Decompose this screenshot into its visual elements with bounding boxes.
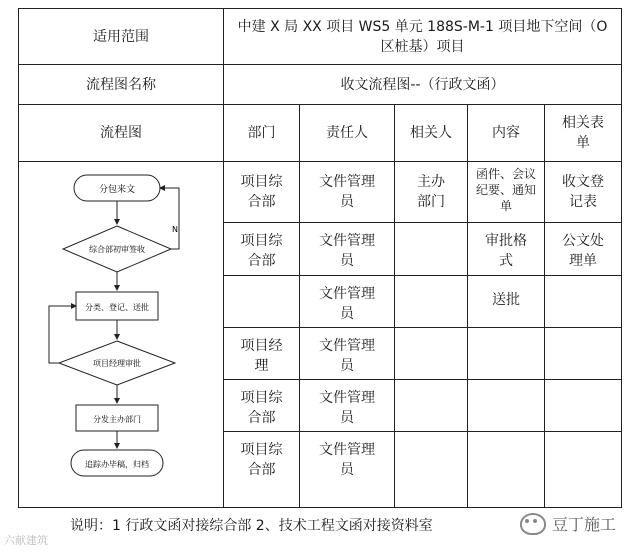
col-forms: 相关表单 — [562, 115, 604, 151]
footer-note: 说明：1 行政文函对接综合部 2、技术工程文函对接资料室 — [70, 518, 433, 534]
row-content — [468, 380, 544, 431]
row-dept: 项目综合部 — [240, 390, 283, 426]
row-owner: 文件管理员 — [319, 442, 375, 478]
row-content: 函件、会议纪要、通知单 — [475, 167, 536, 213]
row-content — [468, 432, 544, 507]
row-owner: 文件管理员 — [319, 390, 375, 426]
flow-pm-review-label: 项目经理审批 — [93, 359, 141, 368]
row-dept: 项目综合部 — [240, 442, 283, 478]
brand-label: 豆丁施工 — [551, 515, 616, 534]
row-owner: 文件管理员 — [319, 286, 375, 322]
flow-classify-label: 分类、登记、送批 — [85, 303, 149, 312]
row-forms: 收文登记表 — [562, 174, 604, 210]
col-related: 相关人 — [410, 125, 452, 141]
row-related — [395, 328, 467, 379]
col-dept: 部门 — [247, 125, 276, 141]
row-related — [395, 223, 467, 275]
flow-start-label: 分包来文 — [98, 185, 136, 195]
row-content: 送批 — [492, 292, 520, 308]
row-forms — [545, 432, 621, 507]
row-owner: 文件管理员 — [319, 233, 375, 269]
row-owner: 文件管理员 — [319, 338, 375, 374]
row-related: 主办部门 — [417, 174, 445, 210]
flow-name-label: 流程图名称 — [86, 76, 156, 93]
row-dept: 项目综合部 — [240, 174, 283, 210]
watermark: 六献建筑 — [4, 534, 48, 547]
row-forms — [545, 276, 621, 327]
flow-check-label: 综合部初审签收 — [89, 245, 145, 254]
scope-value: 中建 X 局 XX 项目 WS5 单元 188S-M-1 项目地下空间（O 区桩基）项目 — [237, 18, 608, 55]
col-owner: 责任人 — [326, 125, 368, 141]
flow-end-label: 追踪办毕稿，归档 — [85, 460, 149, 469]
flowchart — [19, 162, 223, 507]
col-flow: 流程图 — [100, 125, 142, 141]
row-forms: 公文处理单 — [562, 233, 604, 269]
row-forms — [545, 328, 621, 379]
process-sheet — [18, 8, 622, 508]
wechat-icon — [520, 513, 546, 535]
brand-badge — [520, 512, 616, 535]
row-related — [395, 380, 467, 431]
flow-no-label: N — [172, 225, 178, 234]
row-dept: 项目综合部 — [240, 233, 283, 269]
row-dept — [224, 276, 299, 327]
flow-distribute-label: 分发主办部门 — [93, 415, 141, 424]
row-related — [395, 432, 467, 507]
row-related — [395, 276, 467, 327]
row-content: 审批格式 — [485, 233, 527, 269]
col-content: 内容 — [492, 125, 520, 141]
row-dept: 项目经理 — [240, 338, 283, 374]
row-content — [468, 328, 544, 379]
scope-label: 适用范围 — [93, 28, 149, 45]
flow-name-value: 收文流程图--（行政文函） — [340, 76, 505, 93]
row-owner: 文件管理员 — [319, 174, 375, 210]
row-forms — [545, 380, 621, 431]
